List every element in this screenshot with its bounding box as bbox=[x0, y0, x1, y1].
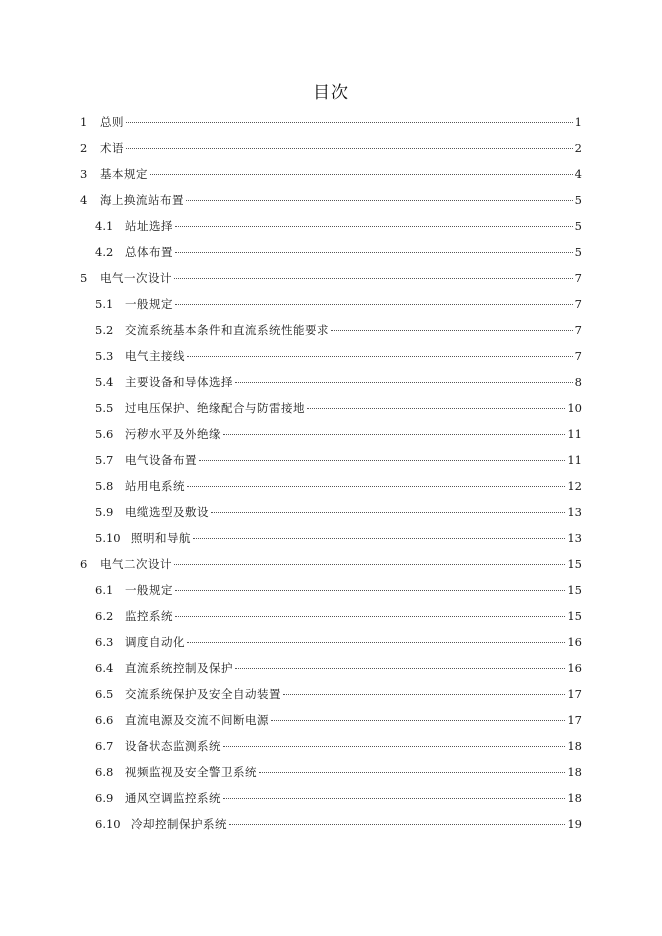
toc-leader-dots bbox=[187, 486, 565, 487]
toc-entry-page-number: 13 bbox=[567, 505, 582, 519]
toc-entry[interactable] bbox=[80, 551, 582, 577]
toc-leader-dots bbox=[174, 564, 565, 565]
toc-entry-title: 基本规定 bbox=[100, 167, 148, 181]
toc-entry-title: 污秽水平及外绝缘 bbox=[125, 427, 221, 441]
toc-leader-dots bbox=[283, 694, 565, 695]
toc-entry-title: 电气主接线 bbox=[125, 349, 185, 363]
toc-entry[interactable] bbox=[80, 629, 582, 655]
toc-entry-page-number: 15 bbox=[567, 583, 582, 597]
toc-leader-dots bbox=[126, 148, 573, 149]
toc-leader-dots bbox=[175, 252, 573, 253]
toc-entry-page-number: 18 bbox=[567, 739, 582, 753]
toc-entry[interactable] bbox=[80, 161, 582, 187]
toc-entry-number: 6.2 bbox=[95, 609, 114, 623]
toc-entry-title: 术语 bbox=[100, 141, 124, 155]
toc-entry[interactable] bbox=[80, 603, 582, 629]
toc-entry-number: 5.4 bbox=[95, 375, 114, 389]
toc-entry-number: 3 bbox=[80, 167, 88, 181]
toc-entry-title: 总体布置 bbox=[125, 245, 173, 259]
toc-entry-page-number: 11 bbox=[567, 427, 582, 441]
toc-entry-page-number: 7 bbox=[574, 271, 582, 285]
toc-entry-page-number: 18 bbox=[567, 791, 582, 805]
toc-entry-number: 6.8 bbox=[95, 765, 114, 779]
toc-entry-title: 电气一次设计 bbox=[100, 271, 172, 285]
toc-leader-dots bbox=[199, 460, 565, 461]
toc-entry-title: 交流系统基本条件和直流系统性能要求 bbox=[125, 323, 329, 337]
toc-entry-page-number: 17 bbox=[567, 687, 582, 701]
toc-leader-dots bbox=[223, 798, 565, 799]
page-title: 目次 bbox=[313, 83, 349, 103]
toc-entry-number: 6 bbox=[80, 557, 88, 571]
toc-entry-title: 直流电源及交流不间断电源 bbox=[125, 713, 269, 727]
toc-entry-page-number: 15 bbox=[567, 557, 582, 571]
toc-leader-dots bbox=[223, 434, 565, 435]
toc-entry-title: 海上换流站布置 bbox=[100, 193, 184, 207]
toc-entry-page-number: 10 bbox=[567, 401, 582, 415]
toc-entry-number: 6.7 bbox=[95, 739, 114, 753]
toc-entry[interactable] bbox=[80, 707, 582, 733]
toc-leader-dots bbox=[150, 174, 573, 175]
toc-entry-number: 5.9 bbox=[95, 505, 114, 519]
toc-entry[interactable] bbox=[80, 447, 582, 473]
toc-entry-page-number: 17 bbox=[567, 713, 582, 727]
toc-entry-title: 调度自动化 bbox=[125, 635, 185, 649]
toc-entry[interactable] bbox=[80, 785, 582, 811]
toc-entry-page-number: 4 bbox=[574, 167, 582, 181]
toc-leader-dots bbox=[175, 226, 573, 227]
toc-entry-page-number: 5 bbox=[574, 193, 582, 207]
toc-leader-dots bbox=[211, 512, 565, 513]
toc-leader-dots bbox=[331, 330, 573, 331]
toc-entry[interactable] bbox=[80, 811, 582, 837]
toc-entry-number: 1 bbox=[80, 115, 88, 129]
toc-leader-dots bbox=[229, 824, 565, 825]
toc-entry[interactable] bbox=[80, 681, 582, 707]
toc-entry-page-number: 5 bbox=[574, 219, 582, 233]
toc-entry-number: 5.8 bbox=[95, 479, 114, 493]
toc-entry-number: 6.5 bbox=[95, 687, 114, 701]
toc-entry-title: 照明和导航 bbox=[131, 531, 191, 545]
toc-entry[interactable] bbox=[80, 291, 582, 317]
toc-entry-number: 5 bbox=[80, 271, 88, 285]
toc-entry-page-number: 19 bbox=[567, 817, 582, 831]
toc-entry-title: 过电压保护、绝缘配合与防雷接地 bbox=[125, 401, 305, 415]
toc-entry-page-number: 18 bbox=[567, 765, 582, 779]
toc-entry-number: 4.1 bbox=[95, 219, 114, 233]
toc-entry[interactable] bbox=[80, 525, 582, 551]
toc-entry-page-number: 7 bbox=[574, 349, 582, 363]
toc-entry-page-number: 16 bbox=[567, 635, 582, 649]
toc-leader-dots bbox=[235, 668, 565, 669]
toc-entry-title: 冷却控制保护系统 bbox=[131, 817, 227, 831]
toc-leader-dots bbox=[175, 590, 565, 591]
toc-entry-page-number: 2 bbox=[574, 141, 582, 155]
toc-leader-dots bbox=[187, 356, 573, 357]
toc-entry-page-number: 15 bbox=[567, 609, 582, 623]
toc-entry-number: 6.4 bbox=[95, 661, 114, 675]
toc-entry-page-number: 11 bbox=[567, 453, 582, 467]
toc-entry[interactable] bbox=[80, 109, 582, 135]
toc-entry-number: 5.5 bbox=[95, 401, 114, 415]
toc-entry[interactable] bbox=[80, 343, 582, 369]
toc-entry-title: 直流系统控制及保护 bbox=[125, 661, 233, 675]
toc-entry-title: 总则 bbox=[100, 115, 124, 129]
toc-entry[interactable] bbox=[80, 759, 582, 785]
toc-entry-title: 电缆选型及敷设 bbox=[125, 505, 209, 519]
toc-entry-number: 4.2 bbox=[95, 245, 114, 259]
toc-entry-title: 交流系统保护及安全自动装置 bbox=[125, 687, 281, 701]
toc-entry-title: 设备状态监测系统 bbox=[125, 739, 221, 753]
toc-entry-title: 监控系统 bbox=[125, 609, 173, 623]
toc-entry-title: 站用电系统 bbox=[125, 479, 185, 493]
toc-entry-title: 通风空调监控系统 bbox=[125, 791, 221, 805]
toc-entry-title: 视频监视及安全警卫系统 bbox=[125, 765, 257, 779]
toc-entry-number: 6.10 bbox=[95, 817, 121, 831]
toc-leader-dots bbox=[223, 746, 565, 747]
toc-entry-page-number: 5 bbox=[574, 245, 582, 259]
toc-leader-dots bbox=[271, 720, 565, 721]
toc-leader-dots bbox=[193, 538, 565, 539]
toc-entry-number: 2 bbox=[80, 141, 88, 155]
toc-entry[interactable] bbox=[80, 473, 582, 499]
toc-entry-number: 5.10 bbox=[95, 531, 121, 545]
toc-entry-number: 5.1 bbox=[95, 297, 114, 311]
toc-entry[interactable] bbox=[80, 421, 582, 447]
toc-entry-title: 站址选择 bbox=[125, 219, 173, 233]
toc-entry-page-number: 13 bbox=[567, 531, 582, 545]
toc-entry[interactable] bbox=[80, 213, 582, 239]
toc-entry-number: 5.3 bbox=[95, 349, 114, 363]
toc-entry[interactable] bbox=[80, 265, 582, 291]
toc-leader-dots bbox=[175, 304, 573, 305]
toc-entry-title: 主要设备和导体选择 bbox=[125, 375, 233, 389]
toc-entry-title: 一般规定 bbox=[125, 297, 173, 311]
toc-entry-number: 5.7 bbox=[95, 453, 114, 467]
toc-entry-number: 6.6 bbox=[95, 713, 114, 727]
toc-entry-page-number: 1 bbox=[574, 115, 582, 129]
toc-entry-page-number: 7 bbox=[574, 323, 582, 337]
toc-entry-page-number: 12 bbox=[567, 479, 582, 493]
toc-leader-dots bbox=[174, 278, 573, 279]
toc-list bbox=[80, 109, 582, 837]
toc-leader-dots bbox=[126, 122, 573, 123]
toc-entry-number: 6.1 bbox=[95, 583, 114, 597]
toc-entry[interactable] bbox=[80, 733, 582, 759]
toc-entry[interactable] bbox=[80, 395, 582, 421]
toc-entry-page-number: 7 bbox=[574, 297, 582, 311]
toc-entry[interactable] bbox=[80, 499, 582, 525]
toc-entry-title: 一般规定 bbox=[125, 583, 173, 597]
toc-entry-title: 电气设备布置 bbox=[125, 453, 197, 467]
toc-entry[interactable] bbox=[80, 369, 582, 395]
toc-entry-title: 电气二次设计 bbox=[100, 557, 172, 571]
toc-entry-number: 5.6 bbox=[95, 427, 114, 441]
toc-leader-dots bbox=[187, 642, 565, 643]
toc-entry[interactable] bbox=[80, 577, 582, 603]
toc-leader-dots bbox=[259, 772, 565, 773]
toc-leader-dots bbox=[175, 616, 565, 617]
toc-entry[interactable] bbox=[80, 317, 582, 343]
toc-leader-dots bbox=[235, 382, 573, 383]
toc-entry[interactable] bbox=[80, 655, 582, 681]
toc-entry-number: 5.2 bbox=[95, 323, 114, 337]
toc-entry-page-number: 8 bbox=[574, 375, 582, 389]
toc-entry-number: 6.9 bbox=[95, 791, 114, 805]
toc-entry-page-number: 16 bbox=[567, 661, 582, 675]
toc-entry[interactable] bbox=[80, 239, 582, 265]
toc-entry[interactable] bbox=[80, 187, 582, 213]
toc-entry[interactable] bbox=[80, 135, 582, 161]
toc-leader-dots bbox=[186, 200, 573, 201]
toc-entry-number: 6.3 bbox=[95, 635, 114, 649]
toc-entry-number: 4 bbox=[80, 193, 88, 207]
toc-leader-dots bbox=[307, 408, 565, 409]
